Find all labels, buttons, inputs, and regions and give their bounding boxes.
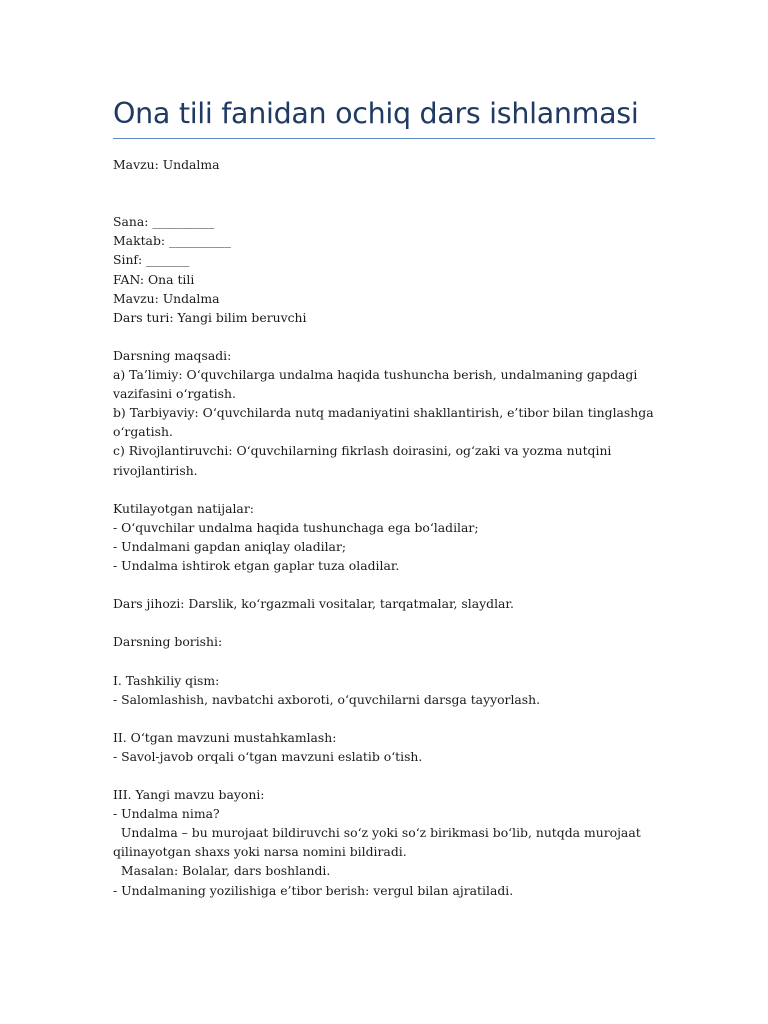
blank-line (113, 613, 658, 632)
text-line: II. O‘tgan mavzuni mustahkamlash: (113, 729, 337, 745)
text-line: Darsning borishi: (113, 634, 223, 650)
text-line: Sinf: _______ (113, 252, 190, 268)
blank-line (113, 480, 658, 499)
text-line: - Undalmani gapdan aniqlay oladilar; (113, 538, 347, 554)
text-line: - Salomlashish, navbatchi axboroti, o‘quvchilarni darsga tayyorlash. (113, 691, 541, 707)
text-line: FAN: Ona tili (113, 271, 195, 287)
text-line: Undalma – bu murojaat bildiruvchi so‘z yoki so‘z birikmasi bo‘lib, nutqda murojaat (113, 825, 641, 841)
blank-line (113, 766, 658, 785)
text-line: c) Rivojlantiruvchi: O‘quvchilarning fikrlash doirasini, og‘zaki va yozma nutqini (113, 443, 612, 459)
blank-line (113, 174, 658, 193)
text-line: - Undalma ishtirok etgan gaplar tuza oladilar. (113, 557, 400, 573)
blank-line (113, 193, 658, 212)
text-line: Sana: __________ (113, 214, 215, 230)
text-line: - O‘quvchilar undalma haqida tushunchaga ega bo‘ladilar; (113, 519, 479, 535)
text-line: qilinayotgan shaxs yoki narsa nomini bildiradi. (113, 844, 407, 860)
document-body (113, 155, 658, 900)
text-line: Mavzu: Undalma (113, 157, 220, 172)
text-line: III. Yangi mavzu bayoni: (113, 787, 265, 803)
text-line: Mavzu: Undalma (113, 290, 220, 306)
text-line: rivojlantirish. (113, 462, 198, 478)
text-line: Darsning maqsadi: (113, 347, 232, 363)
text-line: Dars turi: Yangi bilim beruvchi (113, 309, 307, 325)
blank-line (113, 327, 658, 346)
text-line: Maktab: __________ (113, 233, 231, 249)
text-line: vazifasini o‘rgatish. (113, 386, 236, 402)
document-title: Ona tili fanidan ochiq dars ishlanmasi (113, 97, 639, 130)
text-line: o‘rgatish. (113, 424, 173, 440)
text-line: Dars jihozi: Darslik, ko‘rgazmali vositalar, tarqatmalar, slaydlar. (113, 596, 514, 612)
text-line: - Savol-javob orqali o‘tgan mavzuni eslatib o‘tish. (113, 748, 423, 764)
text-line: Masalan: Bolalar, dars boshlandi. (113, 863, 331, 879)
blank-line (113, 709, 658, 728)
document-page (113, 0, 658, 900)
text-line: a) Ta’limiy: O‘quvchilarga undalma haqida tushuncha berish, undalmaning gapdagi (113, 367, 638, 383)
blank-line (113, 575, 658, 594)
text-line: Kutilayotgan natijalar: (113, 500, 254, 516)
text-line: - Undalma nima? (113, 806, 220, 822)
text-line: - Undalmaning yozilishiga e’tibor berish: vergul bilan ajratiladi. (113, 882, 514, 898)
text-line: I. Tashkiliy qism: (113, 672, 220, 688)
text-line: b) Tarbiyaviy: O‘quvchilarda nutq madaniyatini shakllantirish, e’tibor bilan tinglashga (113, 405, 654, 421)
title-underline (113, 138, 655, 139)
blank-line (113, 651, 658, 670)
